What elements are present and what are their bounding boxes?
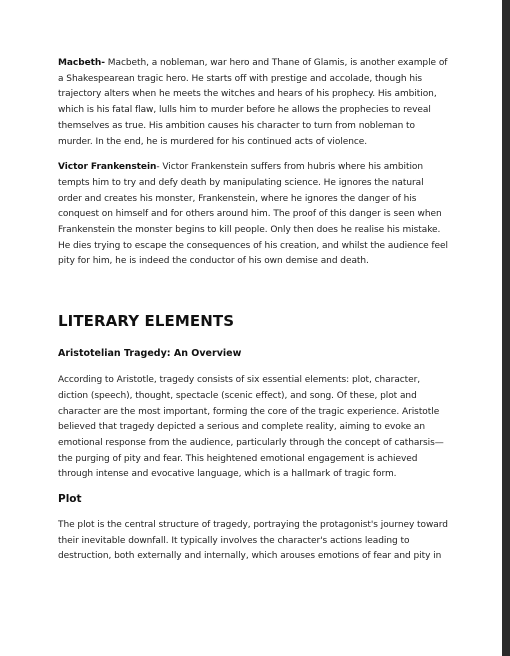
plot-paragraph: The plot is the central structure of tragedy, portraying the protagonist's journey toward their inevitable downfall. It typically involves the character's actions leading to destruction, both externally and internally, which arouses emotions of fear and pity in: [58, 520, 448, 562]
section-title: LITERARY ELEMENTS: [58, 312, 235, 331]
frankenstein-description: - Victor Frankenstein suffers from hubris where his ambition tempts him to try and defy death by manipulating science. He ignores the natural order and creates his monster, Frankenstein, where he ignores the danger of his conquest on himself and for others around him. The proof of this danger is seen when Frankenstein the monster begins to kill people. Only then does he realise his mistake. He dies trying to escape the consequences of his creation, and whilst the audience feel pity for him, he is indeed the conductor of his own demise and death.: [58, 162, 448, 267]
plot-heading: Plot: [58, 493, 82, 506]
page-content: [58, 56, 450, 565]
macbeth-paragraph: [58, 56, 450, 150]
overview-paragraph: According to Aristotle, tragedy consists of six essential elements: plot, character, diction (speech), thought, spectacle (scenic effect), and song. Of these, plot and character are the most important, forming the core of the tragic experience. Aristotle believed that tragedy depicted a serious and complete reality, aiming to evoke an emotional response from the audience, particularly through the concept of catharsis—the purging of pity and fear. This heightened emotional engagement is achieved through intense and evocative language, which is a hallmark of tragic form.: [58, 375, 444, 480]
frankenstein-paragraph: [58, 160, 450, 270]
macbeth-term: Macbeth-: [58, 58, 105, 68]
macbeth-description: Macbeth, a nobleman, war hero and Thane of Glamis, is another example of a Shakespearean tragic hero. He starts off with prestige and accolade, though his trajectory alters when he meets the witches and hears of his prophecy. His ambition, which is his fatal flaw, lulls him to murder before he allows the prophecies to reveal themselves as true. His ambition causes his character to turn from nobleman to murder. In the end, he is murdered for his continued acts of violence.: [58, 58, 448, 147]
overview-heading: Aristotelian Tragedy: An Overview: [58, 348, 242, 360]
frankenstein-term: Victor Frankenstein: [58, 162, 157, 173]
page-edge-border: [502, 0, 510, 656]
